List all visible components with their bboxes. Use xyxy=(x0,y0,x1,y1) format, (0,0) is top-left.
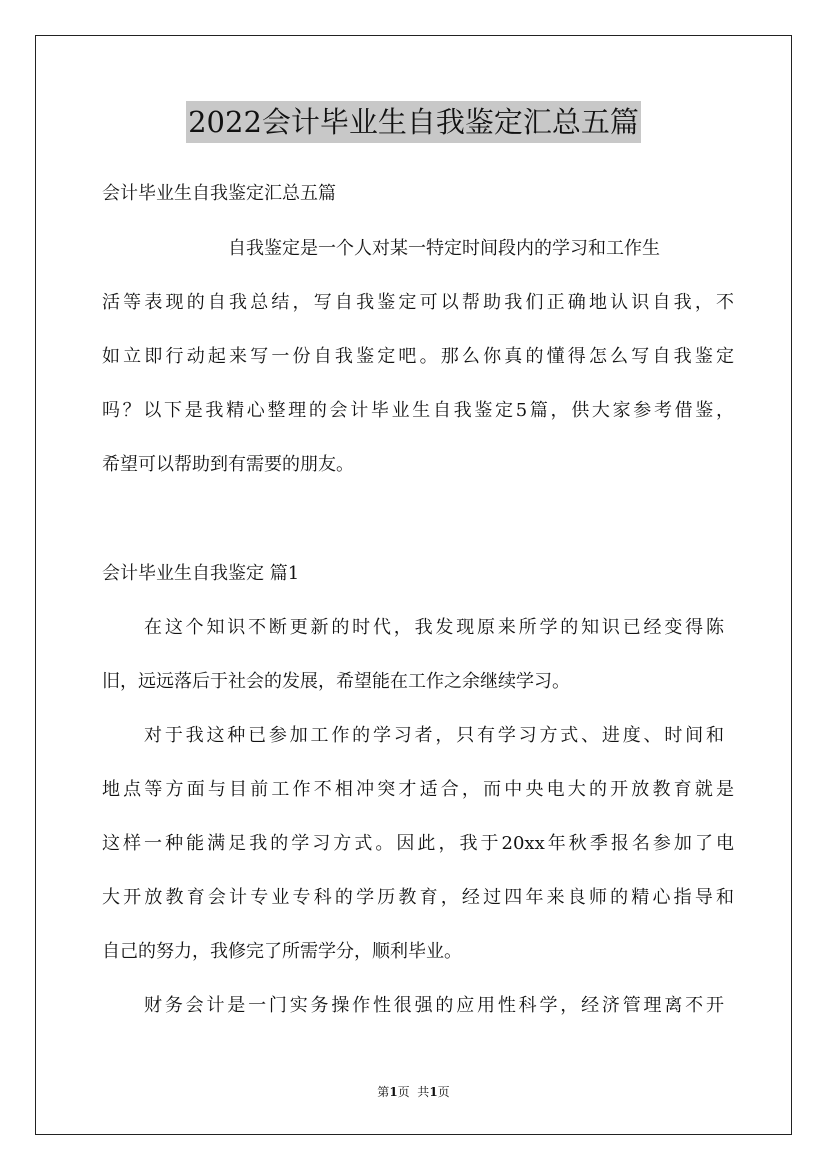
footer-page-current: 1 xyxy=(389,1085,398,1099)
intro-line-2: 活等表现的自我总结，写自我鉴定可以帮助我们正确地认识自我，不 xyxy=(102,292,734,313)
section-heading: 会计毕业生自我鉴定 篇1 xyxy=(102,563,300,584)
intro-line-5: 希望可以帮助到有需要的朋友。 xyxy=(102,454,354,475)
intro-line-4: 吗？以下是我精心整理的会计毕业生自我鉴定5篇，供大家参考借鉴， xyxy=(102,400,734,421)
para2-line-1: 对于我这种已参加工作的学习者，只有学习方式、进度、时间和 xyxy=(144,725,724,746)
intro-line-3: 如立即行动起来写一份自我鉴定吧。那么你真的懂得怎么写自我鉴定 xyxy=(102,346,734,367)
document-title: 2022会计毕业生自我鉴定汇总五篇 xyxy=(186,101,641,143)
para1-line-1: 在这个知识不断更新的时代，我发现原来所学的知识已经变得陈 xyxy=(144,617,724,638)
footer-prefix: 第 xyxy=(377,1085,390,1099)
para3-line-1: 财务会计是一门实务操作性很强的应用性科学，经济管理离不开 xyxy=(144,995,724,1016)
para1-line-2: 旧，远远落后于社会的发展，希望能在工作之余继续学习。 xyxy=(102,671,570,692)
document-subtitle: 会计毕业生自我鉴定汇总五篇 xyxy=(102,183,336,204)
para2-line-5: 自己的努力，我修完了所需学分，顺利毕业。 xyxy=(102,941,462,962)
para2-line-2: 地点等方面与目前工作不相冲突才适合，而中央电大的开放教育就是 xyxy=(102,779,734,800)
footer-suffix: 页 xyxy=(437,1085,450,1099)
para2-line-3: 这样一种能满足我的学习方式。因此，我于20xx年秋季报名参加了电 xyxy=(102,833,734,854)
footer-page-total: 1 xyxy=(429,1085,438,1099)
para2-line-4: 大开放教育会计专业专科的学历教育，经过四年来良师的精心指导和 xyxy=(102,887,734,908)
intro-line-1: 自我鉴定是一个人对某一特定时间段内的学习和工作生 xyxy=(228,238,660,259)
title-container xyxy=(0,101,827,143)
page-footer xyxy=(0,1084,827,1100)
footer-mid: 页 共 xyxy=(397,1085,430,1099)
